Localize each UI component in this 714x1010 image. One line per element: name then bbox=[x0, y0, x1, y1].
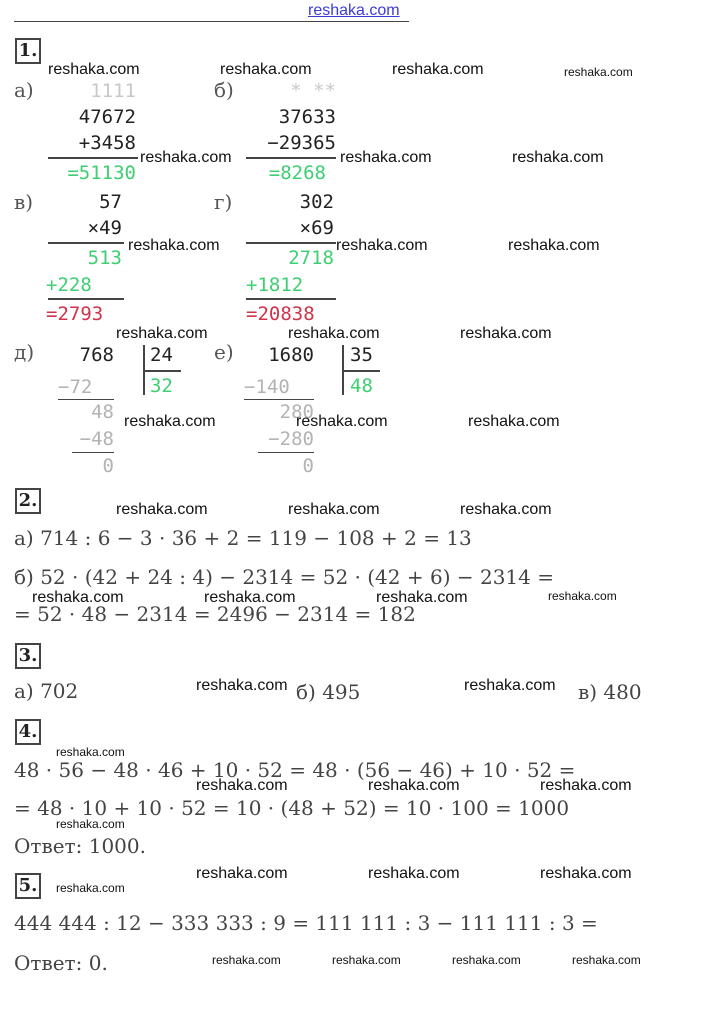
task-1v-label: в) bbox=[14, 190, 34, 214]
watermark: reshaka.com bbox=[196, 677, 288, 694]
watermark: reshaka.com bbox=[340, 149, 432, 166]
task-1d-divisor-rule bbox=[143, 370, 181, 372]
watermark: reshaka.com bbox=[204, 589, 296, 606]
task-3b-answer: б) 495 bbox=[296, 680, 361, 704]
watermark: reshaka.com bbox=[376, 589, 468, 606]
task-1e-quotient: 48 bbox=[350, 375, 373, 397]
task-3v-answer: в) 480 bbox=[578, 680, 642, 704]
task-1b-operand-1: 37633 bbox=[278, 106, 336, 128]
watermark: reshaka.com bbox=[48, 61, 140, 78]
task-1a-carry: 1111 bbox=[90, 80, 136, 102]
watermark: reshaka.com bbox=[212, 953, 281, 967]
watermark: reshaka.com bbox=[288, 501, 380, 518]
task-1a-label: а) bbox=[14, 78, 34, 102]
task-1g-partial-2: +1812 bbox=[246, 274, 304, 296]
task-1d-quotient: 32 bbox=[150, 375, 173, 397]
watermark: reshaka.com bbox=[468, 413, 560, 430]
task-1v-rule-1 bbox=[48, 242, 124, 244]
watermark: reshaka.com bbox=[460, 501, 552, 518]
task-1d-step-4: 0 bbox=[102, 455, 114, 477]
task-1v-operand-2: ×49 bbox=[87, 217, 122, 239]
watermark: reshaka.com bbox=[220, 61, 312, 78]
task-4-expression-line-2: = 48 · 10 + 10 · 52 = 10 · (48 + 52) = 10 · 100 = 1000 bbox=[14, 796, 570, 820]
task-1g-rule-2 bbox=[246, 298, 336, 300]
task-1d-step-2: 48 bbox=[91, 401, 114, 423]
task-1g-partial-1: 2718 bbox=[288, 247, 334, 269]
task-1a-operand-1: 47672 bbox=[78, 106, 136, 128]
watermark: reshaka.com bbox=[452, 953, 521, 967]
task-1v-partial-2: +228 bbox=[46, 274, 92, 296]
task-1a-operand-2: +3458 bbox=[78, 132, 136, 154]
watermark: reshaka.com bbox=[116, 325, 208, 342]
task-5-number: 5. bbox=[15, 873, 41, 899]
task-1d-label: д) bbox=[14, 340, 35, 364]
watermark: reshaka.com bbox=[464, 677, 556, 694]
task-1v-partial-1: 513 bbox=[87, 247, 122, 269]
watermark: reshaka.com bbox=[56, 817, 125, 831]
task-1d-step-3: −48 bbox=[79, 428, 114, 450]
task-1a-result: =51130 bbox=[67, 162, 136, 184]
task-3a-answer: а) 702 bbox=[14, 679, 79, 703]
task-1d-divisor: 24 bbox=[150, 344, 173, 366]
task-1e-step-4: 0 bbox=[302, 455, 314, 477]
task-1e-divisor: 35 bbox=[350, 344, 373, 366]
watermark: reshaka.com bbox=[196, 777, 288, 794]
site-link[interactable]: reshaka.com bbox=[308, 2, 400, 19]
task-2b-expression-line-2: = 52 · 48 − 2314 = 2496 − 2314 = 182 bbox=[14, 602, 416, 626]
task-1g-rule-1 bbox=[246, 242, 336, 244]
watermark: reshaka.com bbox=[540, 777, 632, 794]
task-1b-result: =8268 bbox=[268, 162, 326, 184]
task-1e-label: е) bbox=[214, 340, 234, 364]
task-1d-dividend: 768 bbox=[79, 344, 114, 366]
task-1e-step-3: −280 bbox=[268, 428, 314, 450]
task-4-answer: Ответ: 1000. bbox=[14, 834, 146, 858]
watermark: reshaka.com bbox=[392, 61, 484, 78]
task-1g-label: г) bbox=[214, 190, 233, 214]
task-1b-label: б) bbox=[214, 78, 234, 102]
watermark: reshaka.com bbox=[460, 325, 552, 342]
watermark: reshaka.com bbox=[508, 237, 600, 254]
task-1-number: 1. bbox=[15, 38, 41, 64]
watermark: reshaka.com bbox=[572, 953, 641, 967]
task-3-number: 3. bbox=[15, 643, 41, 669]
watermark: reshaka.com bbox=[56, 745, 125, 759]
task-4-expression-line-1: 48 · 56 − 48 · 46 + 10 · 52 = 48 · (56 − 46) + 10 · 52 = bbox=[14, 758, 576, 782]
watermark: reshaka.com bbox=[336, 237, 428, 254]
task-1d-step-1: −72 bbox=[58, 376, 93, 398]
watermark: reshaka.com bbox=[196, 865, 288, 882]
watermark: reshaka.com bbox=[368, 777, 460, 794]
watermark: reshaka.com bbox=[124, 413, 216, 430]
watermark: reshaka.com bbox=[128, 237, 220, 254]
task-2b-expression-line-1: б) 52 · (42 + 24 : 4) − 2314 = 52 · (42 + 6) − 2314 = bbox=[14, 565, 554, 589]
task-1b-carry: * ** bbox=[290, 80, 336, 102]
task-2-number: 2. bbox=[15, 488, 41, 514]
task-1b-rule bbox=[246, 157, 336, 159]
watermark: reshaka.com bbox=[548, 589, 617, 603]
task-1b-operand-2: −29365 bbox=[267, 132, 336, 154]
task-1e-dividend: 1680 bbox=[268, 344, 314, 366]
task-1g-result: =20838 bbox=[246, 303, 315, 325]
watermark: reshaka.com bbox=[32, 589, 124, 606]
watermark: reshaka.com bbox=[368, 865, 460, 882]
watermark: reshaka.com bbox=[140, 149, 232, 166]
task-4-number: 4. bbox=[15, 719, 41, 745]
task-2a-expression: а) 714 : 6 − 3 · 36 + 2 = 119 − 108 + 2 = 13 bbox=[14, 526, 472, 550]
task-1e-divisor-rule bbox=[342, 370, 380, 372]
watermark: reshaka.com bbox=[512, 149, 604, 166]
watermark: reshaka.com bbox=[540, 865, 632, 882]
task-1a-rule bbox=[48, 157, 138, 159]
watermark: reshaka.com bbox=[116, 501, 208, 518]
header-rule bbox=[14, 21, 409, 22]
task-1v-rule-2 bbox=[48, 298, 124, 300]
watermark: reshaka.com bbox=[288, 325, 380, 342]
task-1g-operand-2: ×69 bbox=[299, 217, 334, 239]
watermark: reshaka.com bbox=[564, 65, 633, 79]
watermark: reshaka.com bbox=[296, 413, 388, 430]
task-1e-step-1: −140 bbox=[244, 376, 290, 398]
task-5-answer: Ответ: 0. bbox=[14, 951, 108, 975]
watermark: reshaka.com bbox=[332, 953, 401, 967]
task-1e-step-rule-2 bbox=[258, 452, 314, 453]
task-1g-operand-1: 302 bbox=[299, 191, 334, 213]
task-1v-result: =2793 bbox=[46, 303, 104, 325]
task-5-expression: 444 444 : 12 − 333 333 : 9 = 111 111 : 3 − 111 111 : 3 = bbox=[14, 911, 598, 935]
task-1d-step-rule-2 bbox=[72, 452, 114, 453]
task-1d-step-rule-1 bbox=[58, 399, 114, 400]
task-1e-step-rule-1 bbox=[244, 399, 314, 400]
task-1v-operand-1: 57 bbox=[99, 191, 122, 213]
watermark: reshaka.com bbox=[56, 881, 125, 895]
task-1e-step-2: 280 bbox=[279, 401, 314, 423]
